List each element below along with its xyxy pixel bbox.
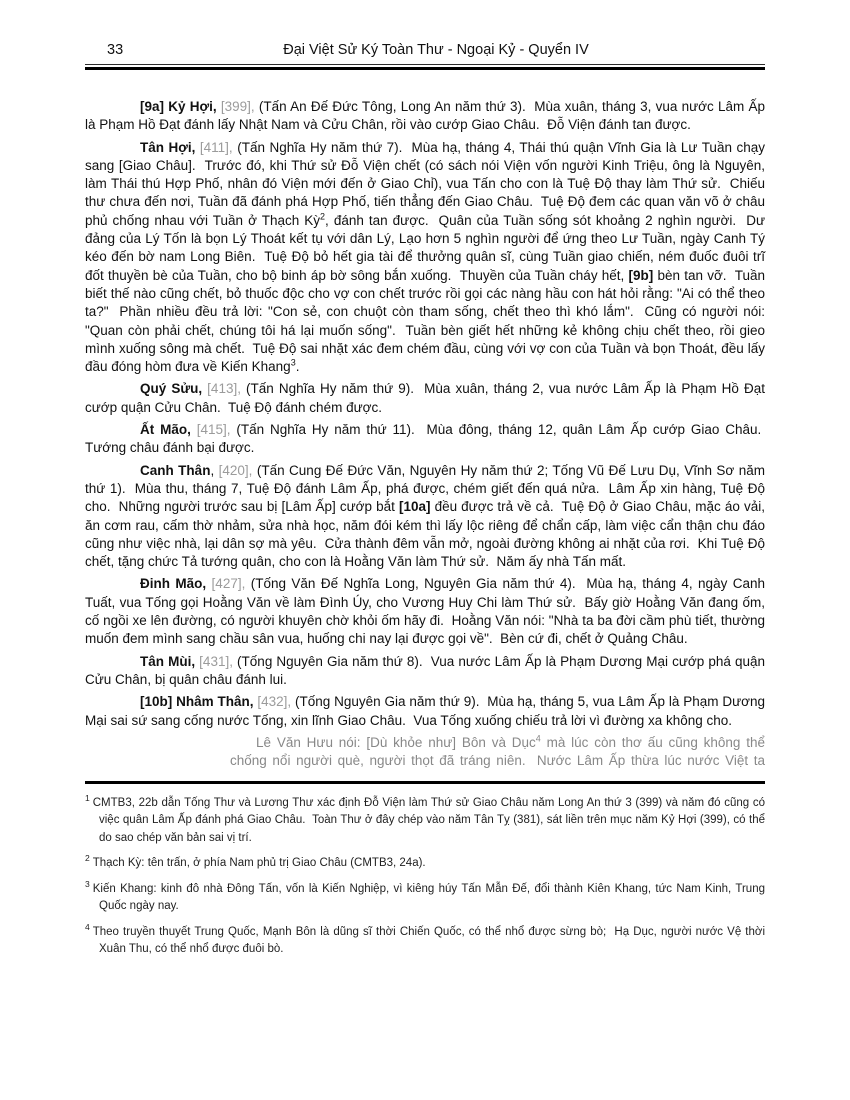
- entry-lead: [9a] Kỷ Hợi,: [140, 99, 217, 114]
- footnote-ref: 4: [535, 733, 541, 744]
- body-paragraph: [85, 421, 765, 458]
- footnote-ref: 3: [290, 357, 296, 368]
- text-run: (Tấn Nghĩa Hy năm thứ 11). Mùa đông, tháng 12, quân Lâm Ấp cướp Giao Châu. Tướng châu đánh bại được.: [85, 422, 766, 456]
- text-run: (Tấn Nghĩa Hy năm thứ 7). Mùa hạ, tháng 4, Thái thú quận Vĩnh Gia là Lư Tuần chạy sang [Giao Châu]. Trước đó, khi Thứ sử Đỗ Viện chết (có sách nói Viện vốn người Kinh Triệu, ông là Nguyên, làm Thái thú Hợp Phố, nhân đó Viện mới đến ở Giao Chỉ), vua Tấn cho con là Tuệ Độ thay làm Thứ sử. Chiếu thư chưa đến nơi, Tuần đã đánh phá Hợp Phố, tiến thẳng đến Giao Châu. Tuệ Độ đem các quan văn võ ở châu phủ chống nhau với Tuần ở Thạch Kỳ: [85, 139, 765, 228]
- footnote-number: 2: [85, 853, 90, 864]
- footnote: [85, 878, 765, 916]
- footnote-rule: [85, 781, 765, 784]
- text-run: bèn tan vỡ. Tuần biết thế nào cũng chết, bỏ thuốc độc cho vợ con chết trước rồi gọi các nàng hầu con hát hỏi rằng: "Ai có thể theo ta?" Phần nhiều đều trả lời: "Con sẻ, con chuột còn tham sống, chết theo thì khó lắm". Cũng có người nói: "Quan còn phải chết, chúng tôi há lại muốn sống". Tuần bèn giết hết những kẻ không chịu chết theo, rồi gieo mình xuống sông mà chết. Tuệ Độ sai nhặt xác đem chém đầu, cùng với vợ con của Tuần và bọn Thoát, đều lấy đầu đóng hòm đưa về Kiến Khang: [85, 267, 765, 375]
- year-marker: [415],: [190, 422, 231, 438]
- entry-lead: Tân Mùi,: [140, 653, 196, 669]
- page-title: Đại Việt Sử Ký Toàn Thư - Ngoại Kỷ - Quyển IV: [283, 42, 589, 58]
- text-run: (Tống Văn Đế Nghĩa Long, Nguyên Gia năm thứ 4). Mùa hạ, tháng 4, ngày Canh Tuất, vua Tống gọi Hoằng Văn về làm Đình Úy, cho Vương Huy Chi làm Thứ sử. Bấy giờ Hoằng Văn đang ốm, cố ngồi xe lên đường, có người khuyên chờ khỏi ốm hãy đi. Hoằng Văn nói: "Nhà ta ba đời cầm phù tiết, thường muốn đem mình sang chầu sân vua, huống chi nay lại được gọi về". Bèn cứ đi, chết ở Quảng Châu.: [85, 576, 765, 647]
- entry-lead: Canh Thân: [140, 462, 211, 478]
- footnote-number: 4: [85, 921, 90, 932]
- text-run: (Tống Nguyên Gia năm thứ 8). Vua nước Lâm Ấp là Phạm Dương Mại cướp phá quận Cửu Chân, bị quân châu đánh lui.: [85, 653, 766, 687]
- text-run: , đánh tan được. Quân của Tuần sống sót khoảng 2 nghìn người. Dư đảng của Lý Tốn là bọn Lý Thoát kết tụ với dân Lý, Lạo hơn 5 nghìn người để ứng theo Lư Tuần, ngày Canh Tý kéo đến bờ nam Long Biên. Tuệ Độ bỏ hết gia tài để thưởng quân sĩ, cùng Tuần giao chiến, ném đuốc đuôi trĩ đốt thuyền bè của Tuần, cho bộ binh áp bờ sông bắn xuống. Thuyền của Tuần cháy hết,: [85, 212, 765, 283]
- entry-lead: [9b]: [628, 267, 654, 283]
- body-paragraph: [85, 98, 765, 135]
- entry-lead: Tân Hợi,: [140, 139, 196, 155]
- text-run: (Tấn Nghĩa Hy năm thứ 9). Mùa xuân, tháng 2, vua nước Lâm Ấp là Phạm Hồ Đạt cướp quận Cửu Chân. Tuệ Độ đánh chém được.: [85, 381, 765, 415]
- page-number: 33: [107, 42, 124, 58]
- header-rule: [85, 64, 765, 70]
- entry-lead: [10a]: [398, 499, 431, 515]
- page-header: [85, 42, 765, 64]
- year-marker: [431],: [195, 653, 233, 669]
- le-van-huu-quote: [230, 734, 765, 771]
- text-run: (Tấn Cung Đế Đức Văn, Nguyên Hy năm thứ 2; Tống Vũ Đế Lưu Dụ, Vĩnh Sơ năm thứ 1). Mùa thu, tháng 7, Tuệ Độ đánh Lâm Ấp, phá được, chém giết đến quá nửa. Lâm Ấp xin hàng, Tuệ Độ cho. Những người trước sau bị [Lâm Ấp] cướp bắt: [85, 462, 765, 515]
- footnote-ref: 2: [320, 211, 326, 222]
- body-paragraph: [85, 575, 765, 648]
- footnote-text: Theo truyền thuyết Trung Quốc, Mạnh Bôn là dũng sĩ thời Chiến Quốc, có thể nhổ được sừng bò; Hạ Dục, người nước Vệ thời Xuân Thu, có thể nhổ được đuôi bò.: [92, 925, 765, 956]
- text-run: (Tấn An Đế Đức Tông, Long An năm thứ 3). Mùa xuân, tháng 3, vua nước Lâm Ấp là Phạm Hồ Đạt đánh lấy Nhật Nam và Cửu Chân, rồi vào cướp Giao Châu. Đỗ Viện đánh tan được.: [85, 99, 765, 133]
- year-marker: [399],: [216, 99, 255, 114]
- footnote-text: Thạch Kỳ: tên trấn, ở phía Nam phủ trị Giao Châu (CMTB3, 24a).: [92, 857, 426, 870]
- entry-lead: Đinh Mão,: [140, 576, 207, 592]
- footnote: [85, 855, 765, 873]
- body-text: [85, 98, 765, 730]
- footnote: [85, 792, 765, 848]
- footnote-number: 1: [85, 792, 90, 803]
- text-run: ,: [210, 462, 215, 478]
- body-paragraph: [85, 139, 765, 377]
- year-marker: [413],: [202, 381, 241, 397]
- entry-lead: Quý Sửu,: [140, 381, 203, 397]
- year-marker: [432],: [253, 694, 292, 710]
- footnote-text: CMTB3, 22b dẫn Tống Thư và Lương Thư xác định Đỗ Viện làm Thứ sử Giao Châu năm Long An thứ 3 (399) và năm đó cũng có việc quân Lâm Ấp đánh phá Giao Châu. Toàn Thư ở đây chép vào năm Tân Tỵ (381), sát liền trên mục năm Kỷ Hợi (399), có thể do sao chép văn bản sai vị trí.: [92, 796, 765, 844]
- text-run: .: [295, 359, 300, 375]
- entry-lead: [10b] Nhâm Thân,: [140, 694, 254, 710]
- year-marker: [420],: [214, 462, 253, 478]
- year-marker: [427],: [206, 576, 246, 592]
- entry-lead: Ất Mão,: [140, 422, 191, 438]
- footnote: [85, 921, 765, 959]
- body-paragraph: [85, 380, 765, 417]
- body-paragraph: [85, 462, 765, 572]
- text-run: Lê Văn Hưu nói: [Dù khỏe như] Bôn và Dục: [256, 734, 536, 750]
- footnote-text: Kiến Khang: kinh đô nhà Đông Tấn, vốn là Kiến Nghiệp, vì kiêng húy Tấn Mẫn Đế, đổi thành Kiên Khang, tức Nam Kinh, Trung Quốc ngày nay.: [92, 882, 765, 913]
- body-paragraph: [85, 653, 765, 690]
- text-run: đều được trả về cả. Tuệ Độ ở Giao Châu, mặc áo vải, ăn cơm rau, cấm thờ nhảm, sửa nhà học, năm đói kém thì lấy lộc riêng để chẩn cấp, làm việc cẩn thận chu đáo cũng như việc nhà, lại dân sợ mà yêu. Cửa thành đêm vẫn mở, ngoài đường không ai nhặt của rơi. Khi Tuệ Độ chết, tặng chức Tả tướng quân, cho con là Hoằng Văn làm Thứ sử. Năm ấy nhà Tấn mất.: [85, 499, 765, 570]
- year-marker: [411],: [195, 139, 233, 155]
- footnote-number: 3: [85, 878, 90, 889]
- footnotes-section: [85, 792, 765, 959]
- text-run: (Tống Nguyên Gia năm thứ 9). Mùa hạ, tháng 5, vua Lâm Ấp là Phạm Dương Mại sai sứ sang cống nước Tống, xin lĩnh Giao Châu. Vua Tống xuống chiếu trả lời vì đường xa không cho.: [85, 694, 766, 728]
- body-paragraph: [85, 693, 765, 730]
- text-run: mà lúc còn thơ ấu cũng không thể chống nổi người què, người thọt đã tráng niên. Nước Lâm Ấp thừa lúc nước Việt ta: [230, 734, 765, 769]
